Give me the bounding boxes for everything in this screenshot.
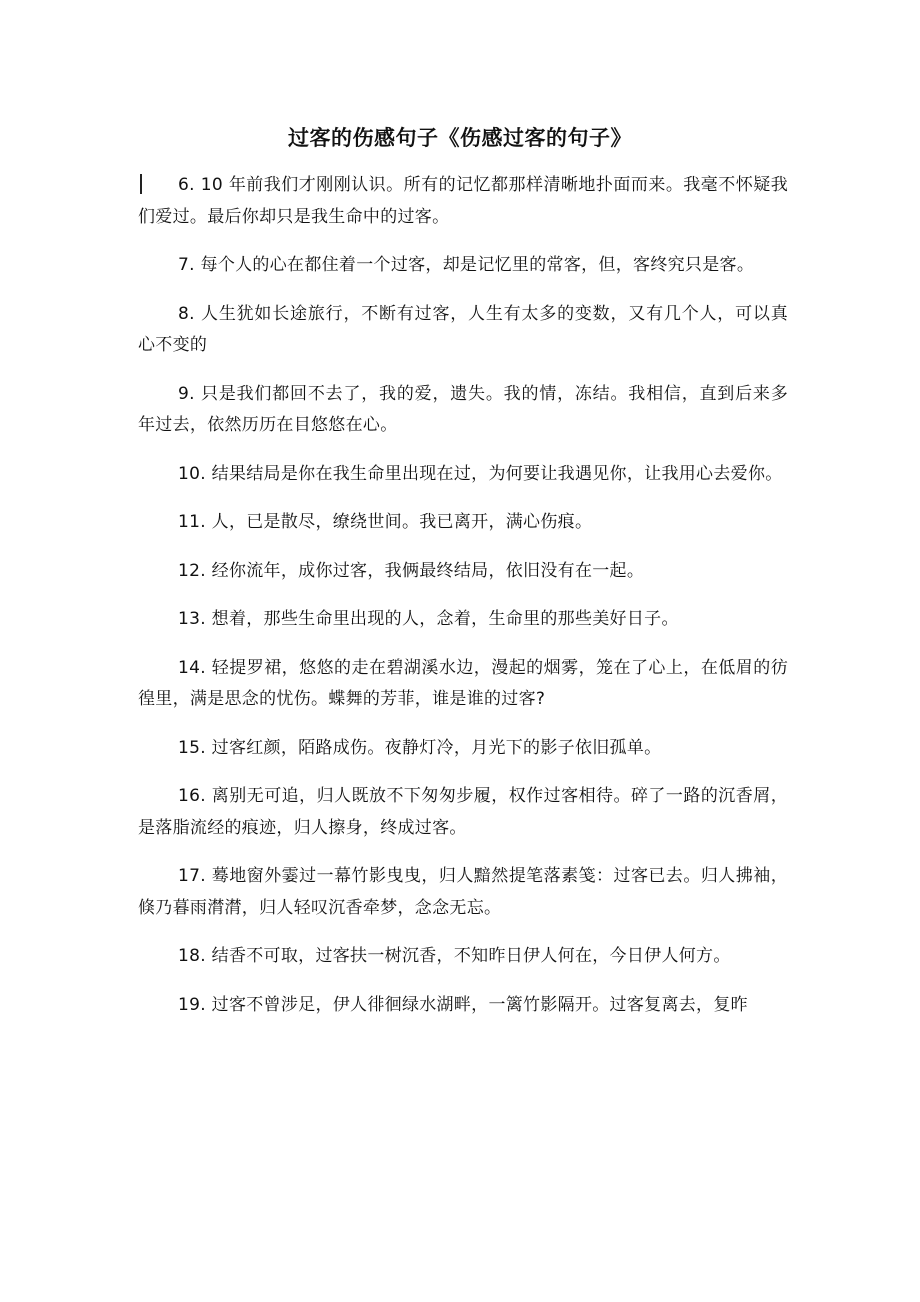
paragraph-17: 17. 蓦地窗外霎过一幕竹影曳曳，归人黯然提笔落素笺：过客已去。归人拂袖，倏乃暮雨潸潸，归人轻叹沉香牵梦，念念无忘。 [138,866,788,918]
document-title: 过客的伤感句子《伤感过客的句子》 [288,126,632,150]
document-body [138,170,788,1038]
paragraph-12: 12. 经你流年，成你过客，我俩最终结局，依旧没有在一起。 [178,560,645,581]
paragraph-6: 6. 10 年前我们才刚刚认识。所有的记忆都那样清晰地扑面而来。我毫不怀疑我们爱过。最后你却只是我生命中的过客。 [138,175,788,227]
paragraph-14: 14. 轻提罗裙，悠悠的走在碧湖溪水边，漫起的烟雾，笼在了心上，在低眉的彷徨里，满是思念的忧伤。蝶舞的芳菲，谁是谁的过客? [138,657,788,709]
paragraph-13: 13. 想着，那些生命里出现的人，念着，生命里的那些美好日子。 [178,609,679,629]
paragraph-10: 10. 结果结局是你在我生命里出现在过，为何要让我遇见你，让我用心去爱你。 [178,463,783,484]
paragraph-8: 8. 人生犹如长途旅行，不断有过客，人生有太多的变数，又有几个人，可以真心不变的 [138,303,788,355]
paragraph-11: 11. 人，已是散尽，缭绕世间。我已离开，满心伤痕。 [178,512,593,532]
paragraph-16: 16. 离别无可追，归人既放不下匆匆步履，权作过客相待。碎了一路的沉香屑，是落脂流经的痕迹，归人擦身，终成过客。 [138,786,788,838]
paragraph-7: 7. 每个人的心在都住着一个过客，却是记忆里的常客，但，客终究只是客。 [178,255,755,275]
paragraph-9: 9. 只是我们都回不去了，我的爱，遗失。我的情，冻结。我相信，直到后来多年过去，依然历历在目悠悠在心。 [138,383,788,435]
paragraph-18: 18. 结香不可取，过客扶一树沉香，不知昨日伊人何在，今日伊人何方。 [178,946,731,966]
paragraph-15: 15. 过客红颜，陌路成伤。夜静灯冷，月光下的影子依旧孤单。 [178,737,662,758]
paragraph-19: 19. 过客不曾涉足，伊人徘徊绿水湖畔，一篱竹影隔开。过客复离去，复昨 [178,994,748,1015]
